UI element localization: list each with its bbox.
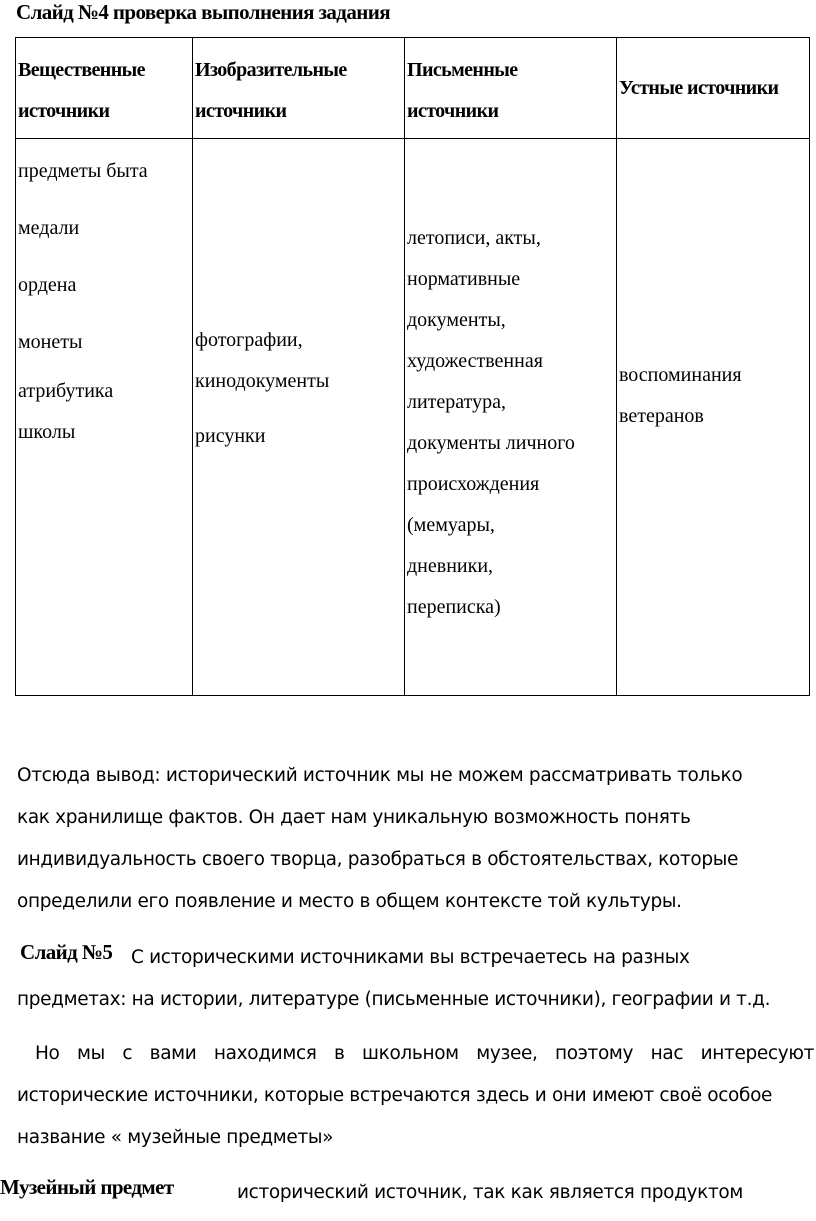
header-text: источники — [18, 100, 110, 122]
list-item: ветеранов — [619, 405, 704, 427]
header-text: Вещественные — [18, 59, 145, 81]
list-item: нормативные — [407, 268, 521, 290]
list-item: документы, — [407, 309, 506, 331]
header-visual-sources — [193, 38, 405, 139]
list-item: атрибутика — [18, 380, 114, 402]
list-item: (мемуары, — [407, 514, 495, 536]
list-item: дневники, — [407, 555, 494, 577]
list-item: ордена — [18, 274, 77, 296]
list-item: происхождения — [407, 473, 540, 495]
list-item: документы личного — [407, 432, 575, 454]
slide5-text-line1: С историческими источниками вы встречаетесь на разных — [131, 947, 690, 968]
text-line: Отсюда вывод: исторический источник мы не можем рассматривать только — [17, 765, 743, 786]
header-text: Устные источники — [619, 76, 779, 99]
list-item: кинодокументы — [195, 369, 330, 392]
header-written-sources — [405, 38, 617, 139]
table-header-row — [16, 38, 810, 139]
text-line: исторические источники, которые встречаются здесь и они имеют своё особое — [17, 1085, 773, 1106]
header-text: источники — [407, 100, 499, 122]
list-item: фотографии, — [195, 328, 303, 351]
list-item: литература, — [407, 391, 507, 413]
header-material-sources — [16, 38, 193, 139]
museum-item-text: исторический источник, так как является продуктом — [237, 1182, 743, 1203]
list-item: художественная — [407, 350, 543, 372]
visual-sources-cell — [193, 139, 405, 696]
list-item: предметы быта — [18, 160, 148, 182]
text-line: название « музейные предметы» — [17, 1127, 334, 1148]
museum-paragraph — [17, 1033, 814, 1159]
list-item: школы — [18, 421, 76, 443]
header-text: источники — [195, 100, 287, 122]
text-line: Но мы с вами находимся в школьном музее, поэтому нас интересуют — [35, 1043, 814, 1064]
table-row — [16, 139, 810, 696]
header-oral-sources — [617, 38, 810, 139]
text-line: индивидуальность своего творца, разобраться в обстоятельствах, которые — [17, 849, 739, 870]
list-item: монеты — [18, 331, 83, 353]
written-sources-cell — [405, 139, 617, 696]
sources-table — [15, 37, 810, 696]
list-item: переписка) — [407, 596, 501, 618]
slide5-label: Слайд №5 — [20, 940, 113, 964]
museum-item-label: Музейный предмет — [0, 1175, 174, 1199]
text-line: определили его появление и место в общем контексте той культуры. — [17, 891, 682, 912]
slide5-text-line2: предметах: на истории, литературе (письменные источники), географии и т.д. — [17, 989, 771, 1010]
page-title: Слайд №4 проверка выполнения задания — [16, 0, 390, 24]
list-item: медали — [18, 217, 80, 239]
list-item: воспоминания — [619, 364, 742, 386]
list-item: летописи, акты, — [407, 227, 541, 249]
conclusion-paragraph — [17, 755, 807, 923]
text-line: как хранилище фактов. Он дает нам уникальную возможность понять — [17, 807, 691, 828]
header-text: Изобразительные — [195, 59, 347, 81]
oral-sources-cell — [617, 139, 810, 696]
list-item: рисунки — [195, 424, 266, 447]
material-sources-cell — [16, 139, 193, 696]
header-text: Письменные — [407, 59, 518, 81]
